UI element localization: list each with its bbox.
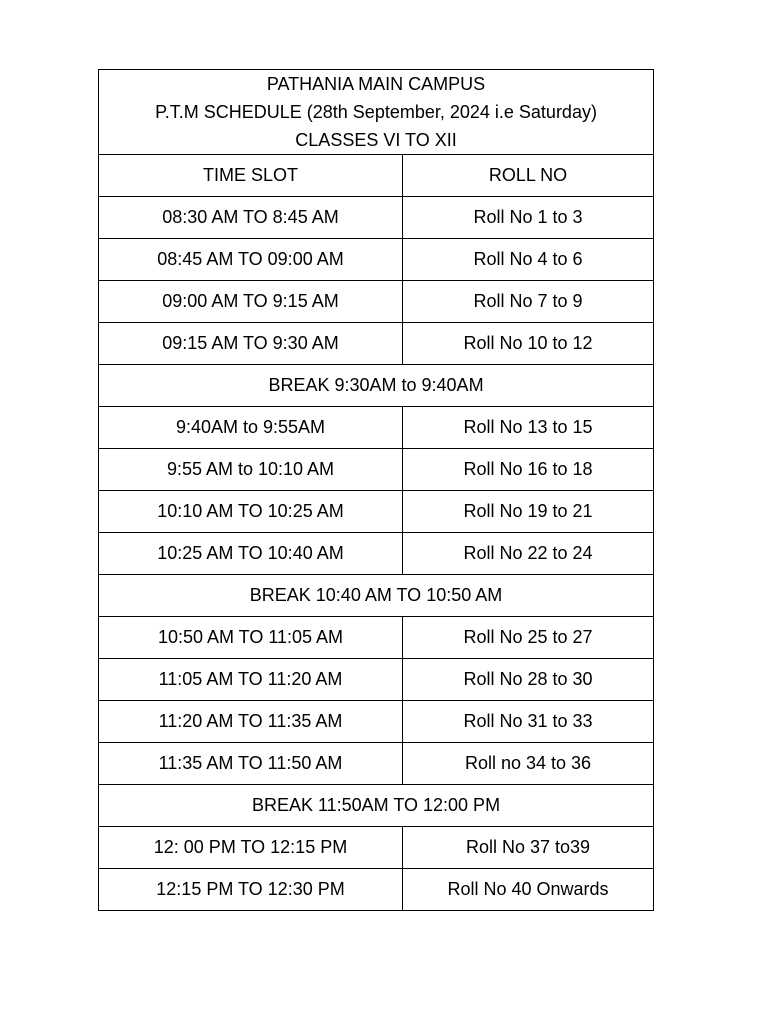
schedule-date: P.T.M SCHEDULE (28th September, 2024 i.e Saturday) — [155, 102, 597, 122]
roll-no-cell: Roll No 28 to 30 — [403, 659, 654, 701]
break-row — [99, 785, 654, 827]
table-row — [99, 659, 654, 701]
time-slot-cell: 10:10 AM TO 10:25 AM — [99, 491, 403, 533]
table-row — [99, 533, 654, 575]
time-slot-cell: 11:35 AM TO 11:50 AM — [99, 743, 403, 785]
table-row — [99, 491, 654, 533]
schedule-title — [99, 70, 654, 155]
break-label: BREAK 11:50AM TO 12:00 PM — [99, 785, 654, 827]
roll-no-cell: Roll No 4 to 6 — [403, 239, 654, 281]
table-row — [99, 743, 654, 785]
break-label: BREAK 9:30AM to 9:40AM — [99, 365, 654, 407]
break-row — [99, 365, 654, 407]
roll-no-cell: Roll No 22 to 24 — [403, 533, 654, 575]
roll-no-cell: Roll No 19 to 21 — [403, 491, 654, 533]
table-row — [99, 869, 654, 911]
table-row — [99, 701, 654, 743]
time-slot-header: TIME SLOT — [99, 155, 403, 197]
table-row — [99, 197, 654, 239]
time-slot-cell: 09:00 AM TO 9:15 AM — [99, 281, 403, 323]
time-slot-cell: 9:55 AM to 10:10 AM — [99, 449, 403, 491]
table-row — [99, 449, 654, 491]
classes-range: CLASSES VI TO XII — [295, 130, 457, 150]
roll-no-cell: Roll No 1 to 3 — [403, 197, 654, 239]
time-slot-cell: 10:50 AM TO 11:05 AM — [99, 617, 403, 659]
roll-no-cell: Roll No 7 to 9 — [403, 281, 654, 323]
roll-no-cell: Roll No 40 Onwards — [403, 869, 654, 911]
time-slot-cell: 08:45 AM TO 09:00 AM — [99, 239, 403, 281]
title-row — [99, 70, 654, 155]
table-row — [99, 281, 654, 323]
roll-no-cell: Roll No 31 to 33 — [403, 701, 654, 743]
time-slot-cell: 9:40AM to 9:55AM — [99, 407, 403, 449]
time-slot-cell: 12:15 PM TO 12:30 PM — [99, 869, 403, 911]
ptm-schedule-table — [98, 69, 654, 911]
roll-no-cell: Roll No 16 to 18 — [403, 449, 654, 491]
roll-no-cell: Roll No 10 to 12 — [403, 323, 654, 365]
time-slot-cell: 10:25 AM TO 10:40 AM — [99, 533, 403, 575]
table-row — [99, 827, 654, 869]
table-row — [99, 407, 654, 449]
break-row — [99, 575, 654, 617]
time-slot-cell: 11:20 AM TO 11:35 AM — [99, 701, 403, 743]
roll-no-cell: Roll No 37 to39 — [403, 827, 654, 869]
column-header-row — [99, 155, 654, 197]
roll-no-cell: Roll No 13 to 15 — [403, 407, 654, 449]
break-label: BREAK 10:40 AM TO 10:50 AM — [99, 575, 654, 617]
time-slot-cell: 11:05 AM TO 11:20 AM — [99, 659, 403, 701]
table-row — [99, 239, 654, 281]
table-row — [99, 617, 654, 659]
roll-no-header: ROLL NO — [403, 155, 654, 197]
time-slot-cell: 09:15 AM TO 9:30 AM — [99, 323, 403, 365]
table-row — [99, 323, 654, 365]
time-slot-cell: 08:30 AM TO 8:45 AM — [99, 197, 403, 239]
time-slot-cell: 12: 00 PM TO 12:15 PM — [99, 827, 403, 869]
campus-name: PATHANIA MAIN CAMPUS — [266, 74, 486, 94]
roll-no-cell: Roll no 34 to 36 — [403, 743, 654, 785]
roll-no-cell: Roll No 25 to 27 — [403, 617, 654, 659]
